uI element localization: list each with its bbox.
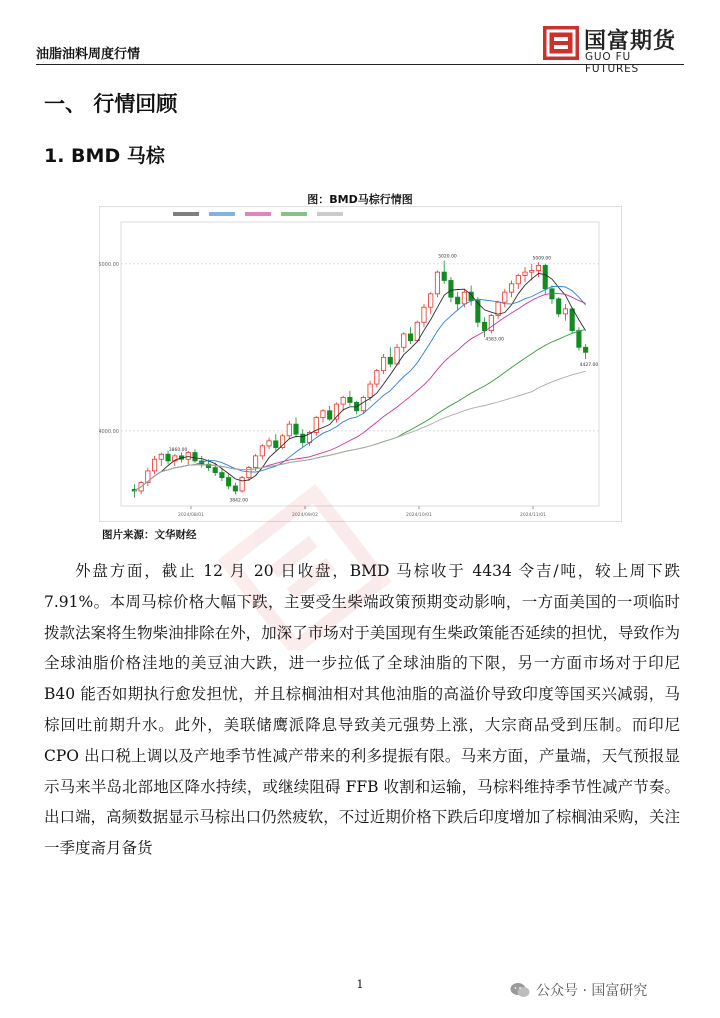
bmd-palm-chart [99,206,622,522]
logo-english-name: GUO FU FUTURES [585,51,640,75]
section-heading: 一、 行情回顾 [44,92,178,116]
candlestick-chart [99,206,622,522]
price-annotation: 5020.00 [438,254,457,260]
candle-body [253,456,257,468]
x-tick-label: 2024/11/01 [520,513,546,518]
candle-body [570,309,574,331]
candle-body [449,280,453,297]
candle-body [186,453,190,460]
candle-body [489,316,493,331]
candle-body [159,454,163,459]
candle-body [193,453,197,461]
header-title: 油脂油料周度行情 [36,47,141,62]
candle-body [233,486,237,491]
figure-caption: 图：BMD马棕行情图 [307,193,413,206]
y-tick-label: 4000.00 [99,428,119,435]
candle-body [152,459,156,471]
candle-body [301,434,305,442]
price-annotation: 5009.00 [532,256,552,262]
logo-chinese-name: 国富期货 [584,29,677,54]
candle-body [260,446,264,456]
candle-body [429,294,433,307]
candle-body [536,265,540,270]
price-annotation: 4583.00 [485,337,504,343]
candle-body [523,272,527,275]
candle-body [462,292,466,304]
candle-body [402,334,406,347]
candle-body [294,424,298,434]
candle-body [395,347,399,364]
wechat-icon [510,982,530,998]
candle-body [509,284,513,292]
body-text [44,556,680,864]
candle-body [577,331,581,348]
candle-body [274,441,278,448]
candle-body [375,371,379,384]
candle-body [563,309,567,314]
candle-body [456,297,460,304]
candle-body [328,411,332,419]
candle-body [557,299,561,314]
candle-body [381,357,385,370]
price-annotation: 4427.00 [579,362,599,368]
x-tick-label: 2024/09/02 [292,513,318,518]
candle-body [435,272,439,294]
candle-body [530,270,534,272]
figure-source: 图片来源：文华财经 [102,529,197,541]
candle-body [227,478,231,486]
plot-area [121,222,599,506]
logo-mark-icon [543,26,579,60]
candle-body [516,275,520,283]
candle-body [348,397,352,402]
wechat-account [510,980,647,1000]
legend-swatch [173,212,199,216]
candle-body [422,307,426,322]
legend-swatch [245,212,271,216]
candle-body [368,384,372,397]
candle-body [442,272,446,280]
candle-body [166,454,170,461]
candle-body [583,347,587,352]
wechat-label: 公众号 · 国富研究 [536,983,648,999]
candle-body [146,471,150,483]
section-subheading: 1. BMD 马棕 [44,145,165,167]
company-logo [543,24,685,75]
legend-swatch [317,212,343,216]
page-number: 1 [356,978,364,991]
candle-body [482,322,486,330]
candle-body [220,473,224,478]
candle-body [361,397,365,410]
y-tick-label: 5000.00 [99,261,119,268]
candle-body [543,265,547,288]
legend-swatch [281,212,307,216]
header-divider [36,64,684,65]
candle-body [503,292,507,302]
candle-body [388,357,392,364]
x-tick-label: 2024/10/01 [406,513,432,518]
legend-swatch [209,212,235,216]
candle-body [341,397,345,404]
x-tick-label: 2024/08/01 [178,513,204,518]
candle-body [321,411,325,418]
candle-body [213,468,217,473]
price-annotation: 3860.00 [168,448,188,454]
body-paragraph: 外盘方面，截止 12 月 20 日收盘，BMD 马棕收于 4434 令吉/吨，较上周下跌 7.91%。本周马棕价格大幅下跌，主要受生柴端政策预期变动影响，一方面美国的一项临时拨款法案将生物柴油排除在外，加深了市场对于美国现有生柴政策能否延续的担忧，导致作为全球油脂价格洼地的美豆油大跌，进一步拉低了全球油脂的下限，另一方面市场对于印尼 B40 能否如期执行愈发担忧，并且棕榈油相对其他油脂的高溢价导致印度等国买兴减弱，马棕回吐前期升水。此外，美联储鹰派降息导致美元强势上涨，大宗商品受到压制。而印尼 CPO 出口税上调以及产地季节性减产带来的利多提振有限。马来方面，产量端，天气预报显示马来半岛北部地区降水持续，或继续阻碍 FFB 收割和运输，马棕料维持季节性减产节奏。出口端，高频数据显示马棕出口仍然疲软，不过近期价格下跌后印度增加了棕榈油采购，关注一季度斋月备货 [44,562,680,858]
price-annotation: 3842.00 [229,498,249,504]
candle-body [267,441,271,446]
candle-body [408,334,412,341]
candle-body [415,322,419,340]
candle-body [240,478,244,491]
candle-body [287,424,291,436]
